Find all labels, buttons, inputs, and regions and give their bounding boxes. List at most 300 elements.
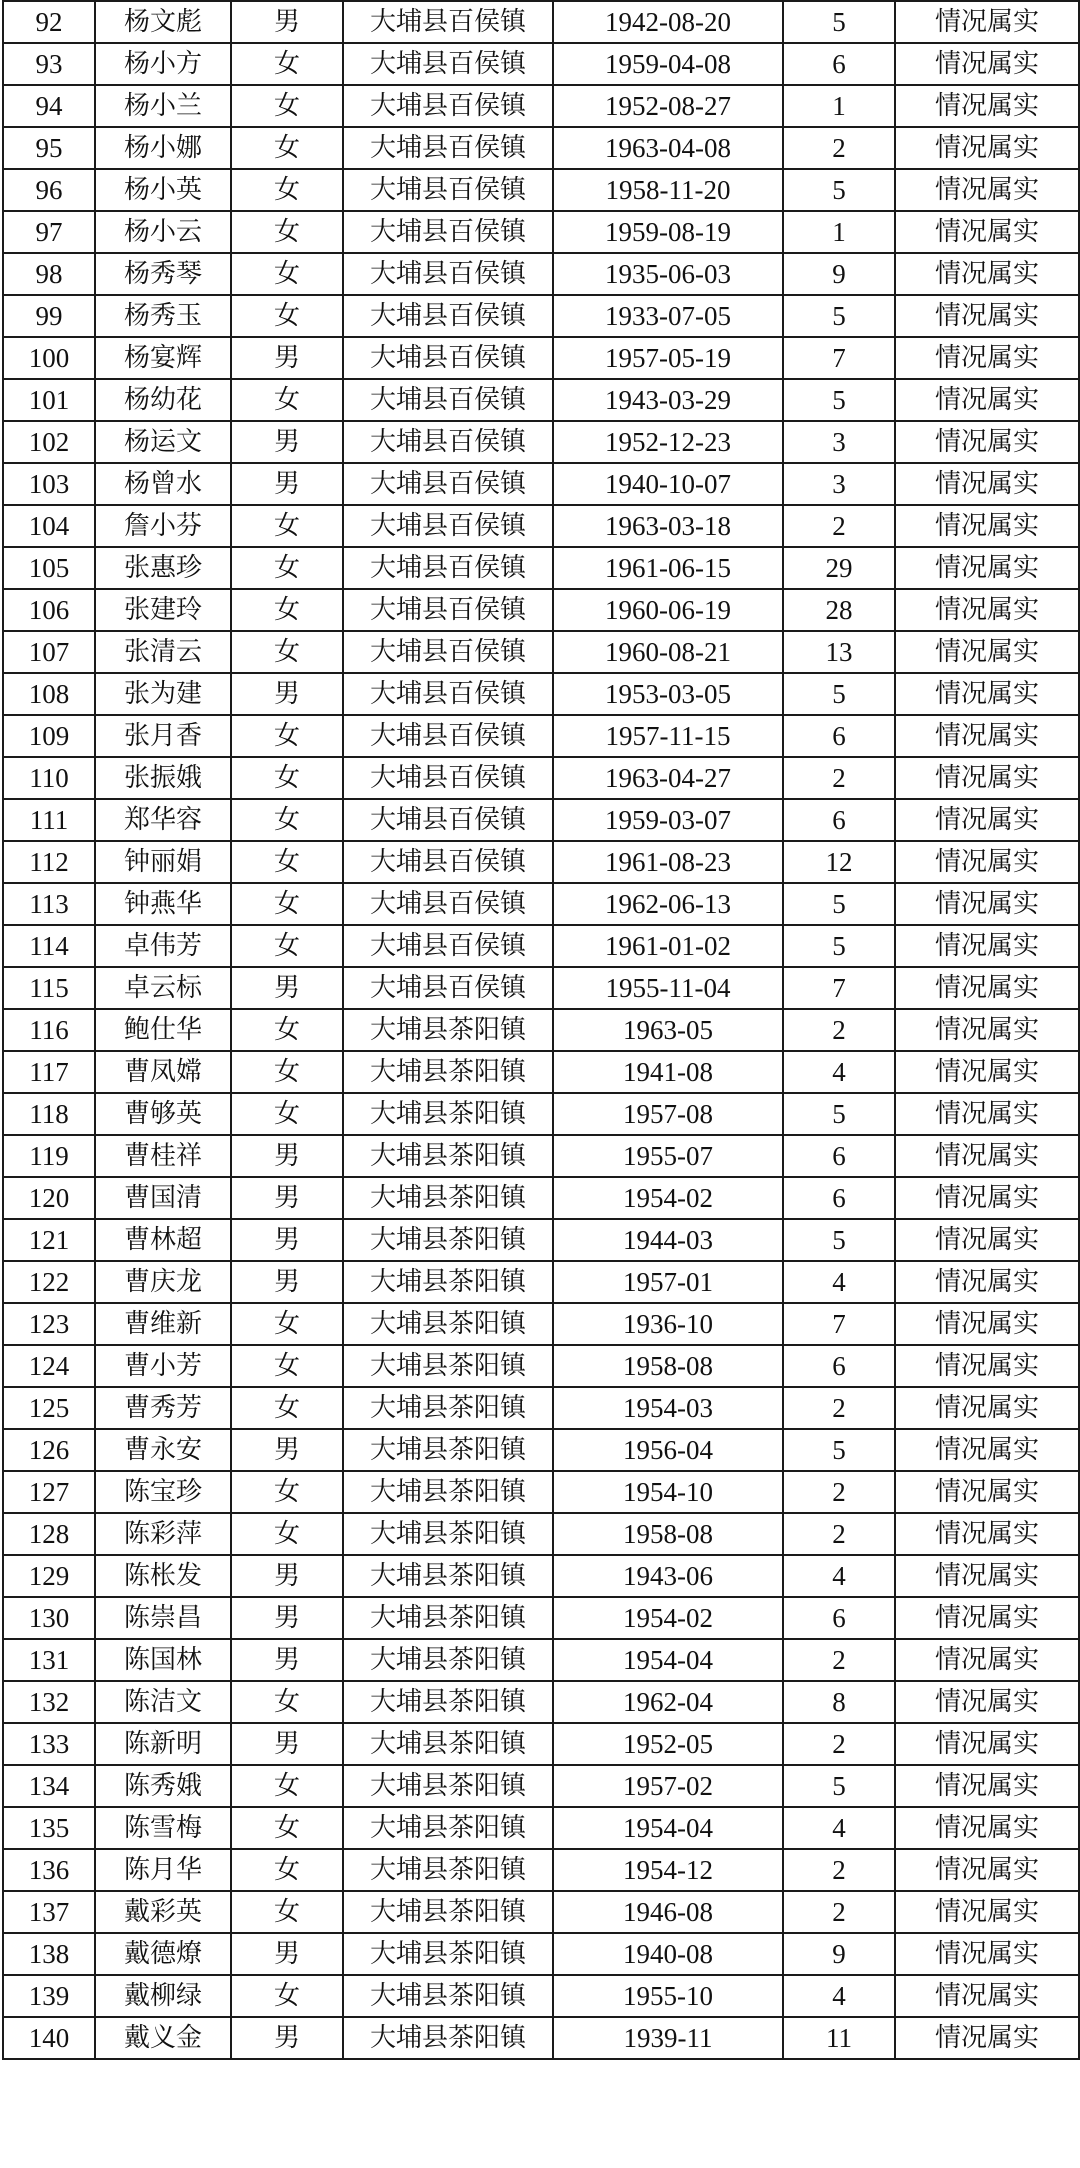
cell-birth: 1954-04 — [553, 1807, 783, 1849]
cell-name: 陈新明 — [95, 1723, 231, 1765]
cell-gender: 男 — [231, 1261, 343, 1303]
cell-count: 2 — [783, 1471, 895, 1513]
cell-status: 情况属实 — [895, 211, 1079, 253]
cell-no: 122 — [3, 1261, 95, 1303]
cell-name: 曹小芳 — [95, 1345, 231, 1387]
cell-no: 97 — [3, 211, 95, 253]
cell-status: 情况属实 — [895, 1597, 1079, 1639]
cell-gender: 男 — [231, 2017, 343, 2059]
cell-no: 100 — [3, 337, 95, 379]
cell-gender: 女 — [231, 1345, 343, 1387]
table-row — [3, 1681, 1079, 1723]
cell-count: 5 — [783, 883, 895, 925]
cell-no: 101 — [3, 379, 95, 421]
table-row — [3, 1555, 1079, 1597]
cell-location: 大埔县百侯镇 — [343, 841, 553, 883]
cell-name: 陈雪梅 — [95, 1807, 231, 1849]
cell-location: 大埔县百侯镇 — [343, 757, 553, 799]
table-row — [3, 1891, 1079, 1933]
cell-status: 情况属实 — [895, 337, 1079, 379]
cell-birth: 1959-03-07 — [553, 799, 783, 841]
cell-location: 大埔县百侯镇 — [343, 463, 553, 505]
cell-status: 情况属实 — [895, 1429, 1079, 1471]
cell-status: 情况属实 — [895, 799, 1079, 841]
cell-no: 111 — [3, 799, 95, 841]
table-row — [3, 253, 1079, 295]
cell-name: 郑华容 — [95, 799, 231, 841]
table-row — [3, 841, 1079, 883]
cell-status: 情况属实 — [895, 169, 1079, 211]
cell-status: 情况属实 — [895, 757, 1079, 799]
cell-status: 情况属实 — [895, 379, 1079, 421]
cell-birth: 1958-08 — [553, 1345, 783, 1387]
cell-name: 戴柳绿 — [95, 1975, 231, 2017]
cell-gender: 女 — [231, 1471, 343, 1513]
cell-status: 情况属实 — [895, 1345, 1079, 1387]
cell-location: 大埔县百侯镇 — [343, 631, 553, 673]
cell-no: 125 — [3, 1387, 95, 1429]
cell-no: 117 — [3, 1051, 95, 1093]
cell-name: 卓伟芳 — [95, 925, 231, 967]
cell-name: 杨曾水 — [95, 463, 231, 505]
cell-location: 大埔县茶阳镇 — [343, 1681, 553, 1723]
cell-status: 情况属实 — [895, 1135, 1079, 1177]
cell-birth: 1958-08 — [553, 1513, 783, 1555]
cell-count: 2 — [783, 1849, 895, 1891]
cell-name: 曹国清 — [95, 1177, 231, 1219]
table-row — [3, 421, 1079, 463]
cell-count: 2 — [783, 757, 895, 799]
cell-name: 钟丽娟 — [95, 841, 231, 883]
cell-no: 93 — [3, 43, 95, 85]
table-row — [3, 799, 1079, 841]
cell-birth: 1963-04-08 — [553, 127, 783, 169]
cell-status: 情况属实 — [895, 883, 1079, 925]
cell-name: 杨小娜 — [95, 127, 231, 169]
cell-birth: 1960-08-21 — [553, 631, 783, 673]
cell-gender: 女 — [231, 925, 343, 967]
table-row — [3, 379, 1079, 421]
cell-count: 5 — [783, 1, 895, 43]
cell-status: 情况属实 — [895, 43, 1079, 85]
cell-location: 大埔县百侯镇 — [343, 295, 553, 337]
cell-birth: 1957-08 — [553, 1093, 783, 1135]
cell-name: 杨小云 — [95, 211, 231, 253]
cell-location: 大埔县茶阳镇 — [343, 1093, 553, 1135]
cell-birth: 1933-07-05 — [553, 295, 783, 337]
cell-count: 29 — [783, 547, 895, 589]
cell-gender: 女 — [231, 547, 343, 589]
cell-location: 大埔县百侯镇 — [343, 253, 553, 295]
cell-no: 108 — [3, 673, 95, 715]
cell-no: 140 — [3, 2017, 95, 2059]
cell-location: 大埔县百侯镇 — [343, 379, 553, 421]
cell-name: 陈国林 — [95, 1639, 231, 1681]
cell-no: 135 — [3, 1807, 95, 1849]
cell-location: 大埔县茶阳镇 — [343, 1849, 553, 1891]
cell-count: 1 — [783, 85, 895, 127]
cell-status: 情况属实 — [895, 85, 1079, 127]
cell-location: 大埔县茶阳镇 — [343, 1303, 553, 1345]
cell-count: 2 — [783, 127, 895, 169]
cell-name: 卓云标 — [95, 967, 231, 1009]
cell-status: 情况属实 — [895, 589, 1079, 631]
table-row — [3, 1639, 1079, 1681]
cell-gender: 男 — [231, 1135, 343, 1177]
cell-name: 张振娥 — [95, 757, 231, 799]
cell-location: 大埔县百侯镇 — [343, 85, 553, 127]
cell-count: 12 — [783, 841, 895, 883]
cell-count: 2 — [783, 1387, 895, 1429]
cell-gender: 女 — [231, 1765, 343, 1807]
cell-status: 情况属实 — [895, 631, 1079, 673]
cell-count: 5 — [783, 379, 895, 421]
cell-count: 4 — [783, 1051, 895, 1093]
cell-count: 4 — [783, 1975, 895, 2017]
cell-count: 4 — [783, 1807, 895, 1849]
cell-name: 陈洁文 — [95, 1681, 231, 1723]
cell-location: 大埔县茶阳镇 — [343, 1933, 553, 1975]
cell-name: 曹够英 — [95, 1093, 231, 1135]
cell-count: 3 — [783, 421, 895, 463]
table-row — [3, 1093, 1079, 1135]
cell-birth: 1952-08-27 — [553, 85, 783, 127]
cell-status: 情况属实 — [895, 1471, 1079, 1513]
cell-gender: 女 — [231, 127, 343, 169]
cell-status: 情况属实 — [895, 1093, 1079, 1135]
records-table-body — [3, 1, 1079, 2059]
cell-gender: 男 — [231, 1639, 343, 1681]
cell-no: 138 — [3, 1933, 95, 1975]
cell-gender: 男 — [231, 463, 343, 505]
cell-location: 大埔县百侯镇 — [343, 337, 553, 379]
cell-birth: 1962-04 — [553, 1681, 783, 1723]
cell-status: 情况属实 — [895, 1723, 1079, 1765]
cell-gender: 女 — [231, 757, 343, 799]
cell-no: 116 — [3, 1009, 95, 1051]
cell-no: 124 — [3, 1345, 95, 1387]
cell-birth: 1960-06-19 — [553, 589, 783, 631]
cell-status: 情况属实 — [895, 253, 1079, 295]
cell-birth: 1963-03-18 — [553, 505, 783, 547]
cell-status: 情况属实 — [895, 505, 1079, 547]
cell-gender: 男 — [231, 967, 343, 1009]
cell-birth: 1959-04-08 — [553, 43, 783, 85]
cell-location: 大埔县百侯镇 — [343, 127, 553, 169]
cell-no: 92 — [3, 1, 95, 43]
cell-birth: 1957-02 — [553, 1765, 783, 1807]
cell-gender: 女 — [231, 1387, 343, 1429]
cell-birth: 1961-06-15 — [553, 547, 783, 589]
cell-gender: 女 — [231, 631, 343, 673]
cell-name: 杨文彪 — [95, 1, 231, 43]
cell-status: 情况属实 — [895, 715, 1079, 757]
cell-location: 大埔县茶阳镇 — [343, 1135, 553, 1177]
cell-gender: 女 — [231, 799, 343, 841]
cell-location: 大埔县茶阳镇 — [343, 1051, 553, 1093]
cell-location: 大埔县百侯镇 — [343, 505, 553, 547]
cell-status: 情况属实 — [895, 1765, 1079, 1807]
cell-location: 大埔县茶阳镇 — [343, 2017, 553, 2059]
cell-count: 5 — [783, 673, 895, 715]
cell-location: 大埔县茶阳镇 — [343, 1177, 553, 1219]
cell-birth: 1955-10 — [553, 1975, 783, 2017]
table-row — [3, 463, 1079, 505]
table-row — [3, 1471, 1079, 1513]
table-row — [3, 1933, 1079, 1975]
cell-no: 103 — [3, 463, 95, 505]
table-row — [3, 1051, 1079, 1093]
cell-count: 6 — [783, 1597, 895, 1639]
cell-no: 98 — [3, 253, 95, 295]
cell-birth: 1963-05 — [553, 1009, 783, 1051]
table-row — [3, 211, 1079, 253]
table-row — [3, 1261, 1079, 1303]
cell-gender: 男 — [231, 1555, 343, 1597]
cell-count: 3 — [783, 463, 895, 505]
cell-gender: 女 — [231, 295, 343, 337]
cell-count: 7 — [783, 337, 895, 379]
table-row — [3, 1387, 1079, 1429]
cell-birth: 1946-08 — [553, 1891, 783, 1933]
cell-no: 109 — [3, 715, 95, 757]
cell-name: 曹维新 — [95, 1303, 231, 1345]
table-row — [3, 1135, 1079, 1177]
cell-gender: 男 — [231, 1177, 343, 1219]
cell-name: 曹桂祥 — [95, 1135, 231, 1177]
table-row — [3, 967, 1079, 1009]
cell-gender: 女 — [231, 1681, 343, 1723]
cell-birth: 1957-11-15 — [553, 715, 783, 757]
cell-count: 28 — [783, 589, 895, 631]
cell-status: 情况属实 — [895, 1891, 1079, 1933]
cell-no: 133 — [3, 1723, 95, 1765]
cell-no: 110 — [3, 757, 95, 799]
cell-birth: 1943-03-29 — [553, 379, 783, 421]
cell-no: 113 — [3, 883, 95, 925]
cell-location: 大埔县茶阳镇 — [343, 1975, 553, 2017]
cell-no: 134 — [3, 1765, 95, 1807]
cell-count: 5 — [783, 1429, 895, 1471]
cell-status: 情况属实 — [895, 1387, 1079, 1429]
cell-gender: 女 — [231, 1849, 343, 1891]
cell-count: 7 — [783, 967, 895, 1009]
cell-birth: 1954-04 — [553, 1639, 783, 1681]
cell-no: 99 — [3, 295, 95, 337]
cell-no: 94 — [3, 85, 95, 127]
table-row — [3, 43, 1079, 85]
cell-status: 情况属实 — [895, 1, 1079, 43]
cell-status: 情况属实 — [895, 1009, 1079, 1051]
cell-birth: 1958-11-20 — [553, 169, 783, 211]
cell-name: 鲍仕华 — [95, 1009, 231, 1051]
cell-count: 5 — [783, 295, 895, 337]
cell-name: 杨秀琴 — [95, 253, 231, 295]
cell-count: 9 — [783, 1933, 895, 1975]
table-row — [3, 1303, 1079, 1345]
cell-location: 大埔县茶阳镇 — [343, 1765, 553, 1807]
cell-no: 102 — [3, 421, 95, 463]
cell-birth: 1942-08-20 — [553, 1, 783, 43]
cell-birth: 1954-12 — [553, 1849, 783, 1891]
cell-count: 8 — [783, 1681, 895, 1723]
cell-birth: 1954-03 — [553, 1387, 783, 1429]
cell-location: 大埔县百侯镇 — [343, 883, 553, 925]
cell-location: 大埔县百侯镇 — [343, 673, 553, 715]
cell-location: 大埔县百侯镇 — [343, 547, 553, 589]
table-row — [3, 1513, 1079, 1555]
cell-gender: 女 — [231, 1891, 343, 1933]
cell-count: 5 — [783, 1219, 895, 1261]
cell-name: 陈彩萍 — [95, 1513, 231, 1555]
cell-gender: 女 — [231, 85, 343, 127]
cell-count: 6 — [783, 799, 895, 841]
cell-no: 106 — [3, 589, 95, 631]
cell-name: 杨秀玉 — [95, 295, 231, 337]
table-row — [3, 1597, 1079, 1639]
cell-name: 戴彩英 — [95, 1891, 231, 1933]
cell-status: 情况属实 — [895, 925, 1079, 967]
cell-location: 大埔县百侯镇 — [343, 1, 553, 43]
table-row — [3, 1723, 1079, 1765]
cell-gender: 女 — [231, 715, 343, 757]
table-row — [3, 1765, 1079, 1807]
cell-name: 陈月华 — [95, 1849, 231, 1891]
cell-location: 大埔县茶阳镇 — [343, 1639, 553, 1681]
table-row — [3, 1849, 1079, 1891]
cell-location: 大埔县茶阳镇 — [343, 1723, 553, 1765]
cell-location: 大埔县百侯镇 — [343, 43, 553, 85]
cell-count: 5 — [783, 925, 895, 967]
cell-gender: 男 — [231, 1, 343, 43]
cell-no: 130 — [3, 1597, 95, 1639]
cell-no: 136 — [3, 1849, 95, 1891]
cell-count: 5 — [783, 1765, 895, 1807]
cell-gender: 女 — [231, 505, 343, 547]
table-row — [3, 1975, 1079, 2017]
cell-birth: 1940-10-07 — [553, 463, 783, 505]
table-row — [3, 589, 1079, 631]
cell-name: 杨小兰 — [95, 85, 231, 127]
cell-status: 情况属实 — [895, 463, 1079, 505]
cell-name: 张惠珍 — [95, 547, 231, 589]
cell-birth: 1957-01 — [553, 1261, 783, 1303]
cell-location: 大埔县百侯镇 — [343, 715, 553, 757]
cell-count: 2 — [783, 1639, 895, 1681]
cell-count: 1 — [783, 211, 895, 253]
cell-count: 4 — [783, 1555, 895, 1597]
cell-gender: 女 — [231, 1009, 343, 1051]
cell-location: 大埔县百侯镇 — [343, 211, 553, 253]
table-row — [3, 1009, 1079, 1051]
table-row — [3, 337, 1079, 379]
cell-count: 2 — [783, 1891, 895, 1933]
cell-name: 曹永安 — [95, 1429, 231, 1471]
cell-name: 陈宝珍 — [95, 1471, 231, 1513]
cell-location: 大埔县茶阳镇 — [343, 1597, 553, 1639]
cell-status: 情况属实 — [895, 2017, 1079, 2059]
cell-gender: 女 — [231, 1303, 343, 1345]
cell-name: 陈秀娥 — [95, 1765, 231, 1807]
table-row — [3, 2017, 1079, 2059]
cell-no: 129 — [3, 1555, 95, 1597]
cell-name: 钟燕华 — [95, 883, 231, 925]
cell-count: 6 — [783, 1345, 895, 1387]
cell-name: 戴义金 — [95, 2017, 231, 2059]
cell-no: 105 — [3, 547, 95, 589]
cell-birth: 1961-01-02 — [553, 925, 783, 967]
cell-location: 大埔县茶阳镇 — [343, 1009, 553, 1051]
table-row — [3, 1, 1079, 43]
cell-count: 2 — [783, 1513, 895, 1555]
cell-no: 118 — [3, 1093, 95, 1135]
cell-count: 11 — [783, 2017, 895, 2059]
cell-status: 情况属实 — [895, 673, 1079, 715]
table-row — [3, 505, 1079, 547]
cell-location: 大埔县茶阳镇 — [343, 1471, 553, 1513]
cell-no: 121 — [3, 1219, 95, 1261]
cell-count: 6 — [783, 43, 895, 85]
cell-no: 128 — [3, 1513, 95, 1555]
cell-gender: 男 — [231, 1723, 343, 1765]
cell-location: 大埔县茶阳镇 — [343, 1429, 553, 1471]
cell-count: 6 — [783, 1177, 895, 1219]
cell-count: 9 — [783, 253, 895, 295]
cell-gender: 男 — [231, 337, 343, 379]
cell-location: 大埔县百侯镇 — [343, 925, 553, 967]
cell-status: 情况属实 — [895, 1807, 1079, 1849]
cell-name: 陈枨发 — [95, 1555, 231, 1597]
cell-gender: 女 — [231, 883, 343, 925]
cell-status: 情况属实 — [895, 1555, 1079, 1597]
cell-status: 情况属实 — [895, 1219, 1079, 1261]
cell-status: 情况属实 — [895, 1933, 1079, 1975]
cell-no: 96 — [3, 169, 95, 211]
cell-birth: 1959-08-19 — [553, 211, 783, 253]
cell-location: 大埔县茶阳镇 — [343, 1261, 553, 1303]
cell-location: 大埔县茶阳镇 — [343, 1387, 553, 1429]
cell-count: 2 — [783, 1723, 895, 1765]
table-row — [3, 295, 1079, 337]
table-row — [3, 127, 1079, 169]
cell-birth: 1963-04-27 — [553, 757, 783, 799]
cell-location: 大埔县茶阳镇 — [343, 1219, 553, 1261]
cell-status: 情况属实 — [895, 1513, 1079, 1555]
cell-birth: 1956-04 — [553, 1429, 783, 1471]
cell-status: 情况属实 — [895, 1051, 1079, 1093]
cell-birth: 1953-03-05 — [553, 673, 783, 715]
cell-location: 大埔县百侯镇 — [343, 421, 553, 463]
cell-birth: 1939-11 — [553, 2017, 783, 2059]
cell-no: 119 — [3, 1135, 95, 1177]
cell-count: 6 — [783, 1135, 895, 1177]
cell-location: 大埔县百侯镇 — [343, 589, 553, 631]
cell-status: 情况属实 — [895, 1303, 1079, 1345]
cell-birth: 1954-02 — [553, 1597, 783, 1639]
cell-status: 情况属实 — [895, 841, 1079, 883]
cell-status: 情况属实 — [895, 1849, 1079, 1891]
table-row — [3, 715, 1079, 757]
cell-birth: 1952-05 — [553, 1723, 783, 1765]
cell-location: 大埔县茶阳镇 — [343, 1555, 553, 1597]
cell-status: 情况属实 — [895, 1975, 1079, 2017]
cell-count: 4 — [783, 1261, 895, 1303]
cell-count: 2 — [783, 1009, 895, 1051]
cell-birth: 1955-11-04 — [553, 967, 783, 1009]
cell-gender: 男 — [231, 421, 343, 463]
cell-count: 5 — [783, 169, 895, 211]
cell-no: 137 — [3, 1891, 95, 1933]
